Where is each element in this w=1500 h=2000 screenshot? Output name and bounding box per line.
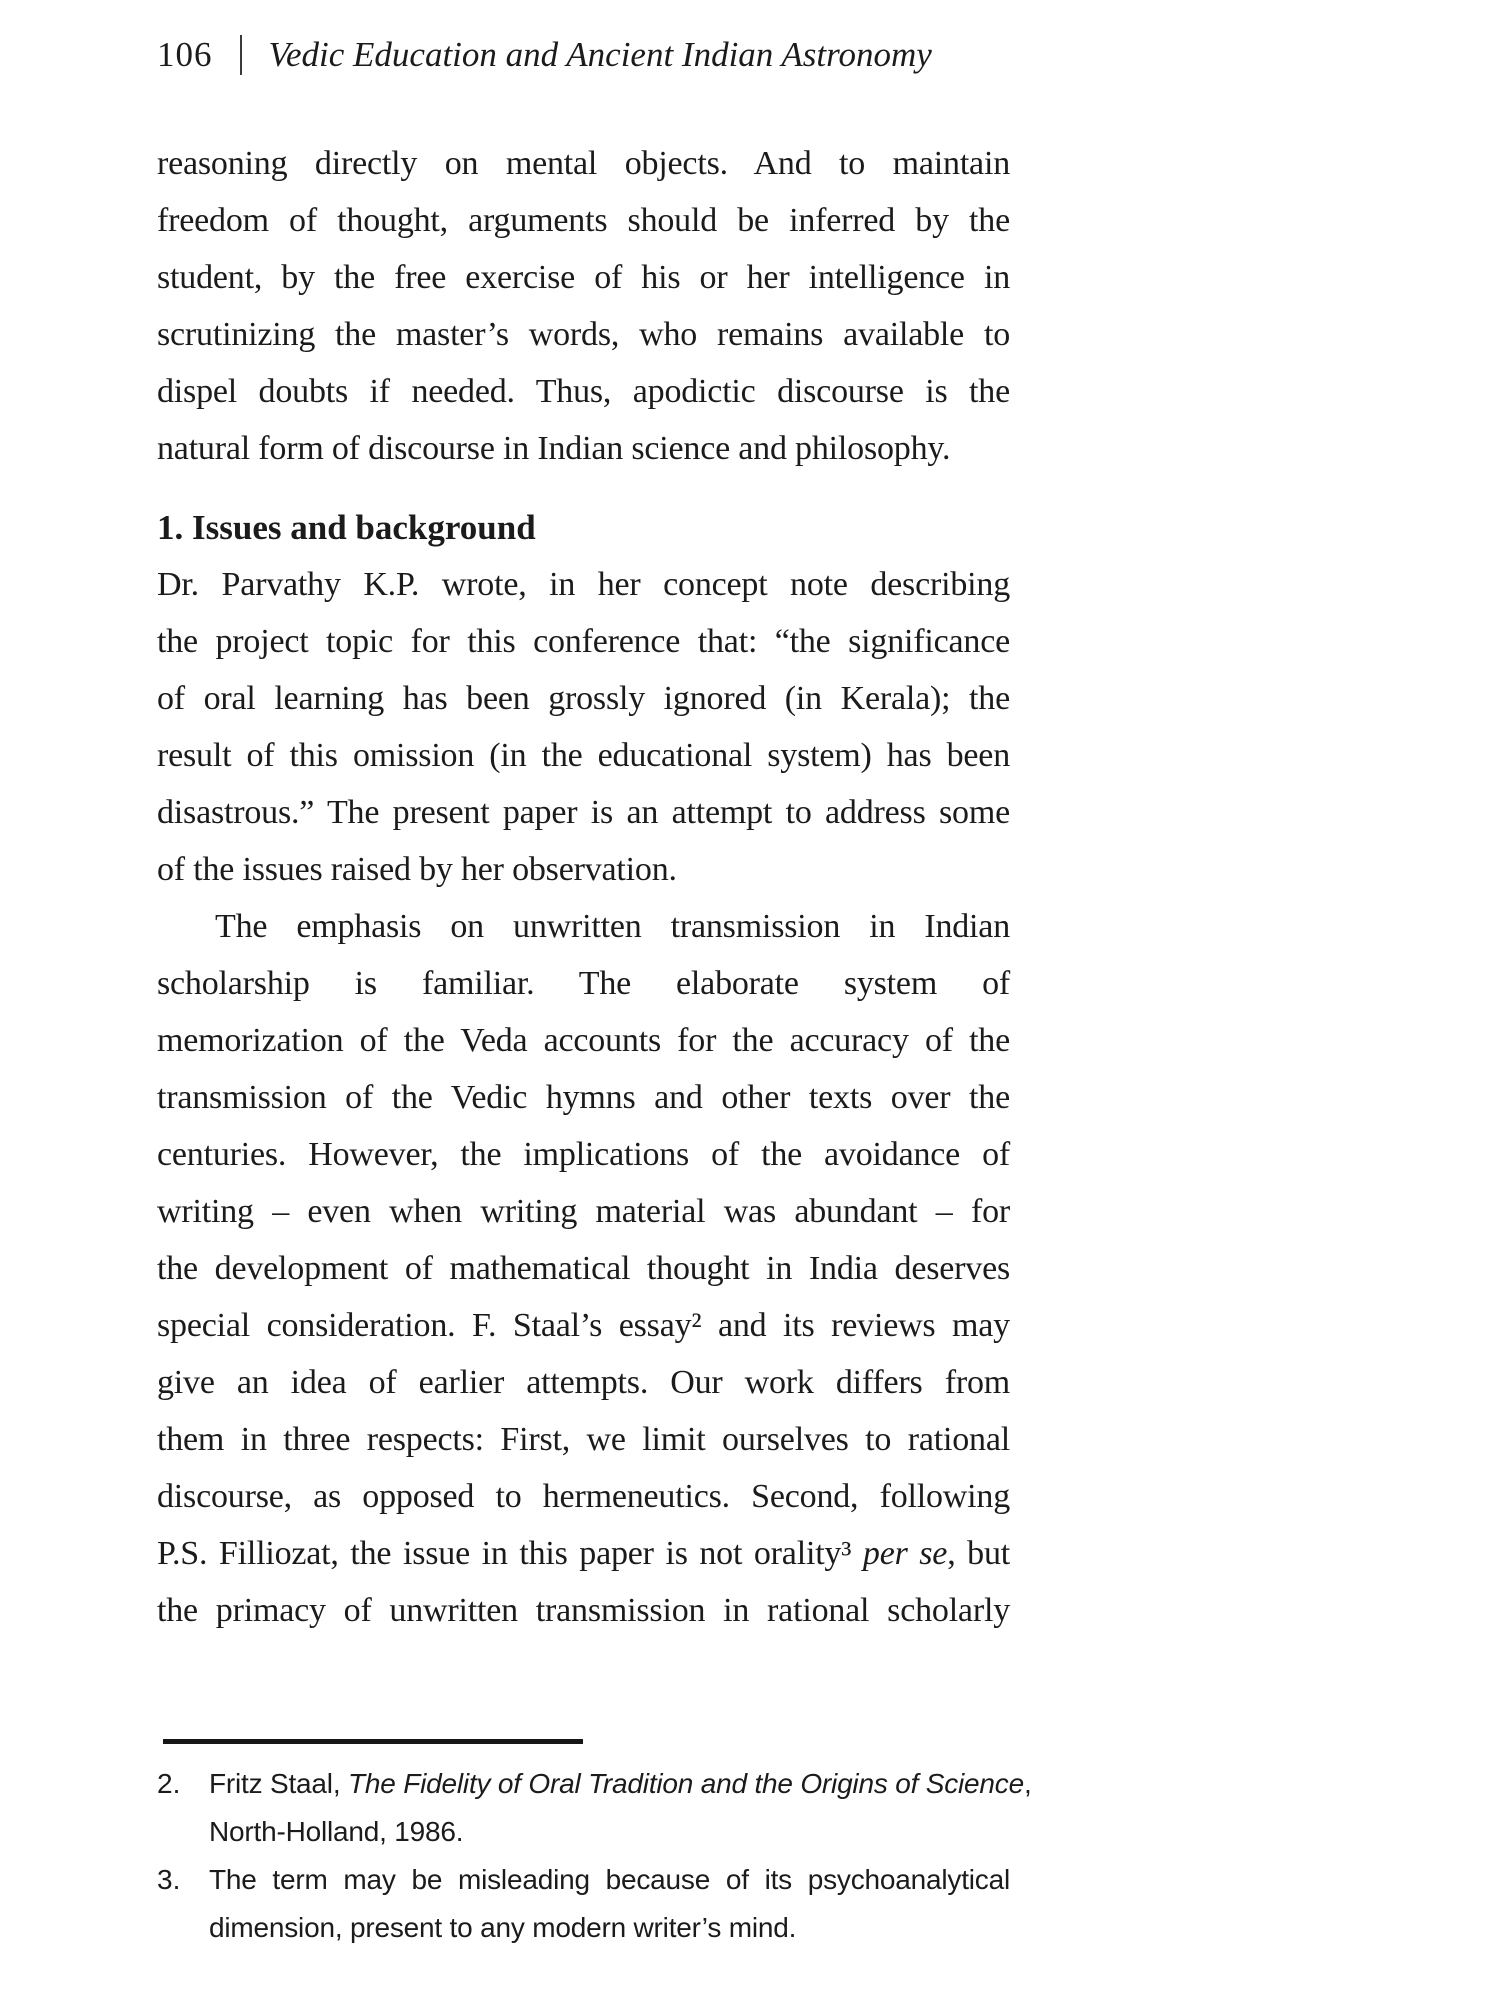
- text-line: result of this omission (in the educational system) has been: [157, 737, 1010, 774]
- text-line: the development of mathematical thought in India deserves: [157, 1250, 1010, 1287]
- text-line: centuries. However, the implications of the avoidance of: [157, 1136, 1010, 1173]
- footnote-text: [209, 1856, 1010, 1952]
- footnote-line: The term may be misleading because of its psychoanalytical: [209, 1864, 1010, 1895]
- text-line: reasoning directly on mental objects. And to maintain: [157, 145, 1010, 182]
- text-line: of the issues raised by her observation.: [157, 851, 677, 888]
- text-line: freedom of thought, arguments should be inferred by the: [157, 202, 1010, 239]
- text-line: transmission of the Vedic hymns and other texts over the: [157, 1079, 1010, 1116]
- text-line: of oral learning has been grossly ignored (in Kerala); the: [157, 680, 1010, 717]
- page-header: [157, 26, 1010, 83]
- section-heading: 1. Issues and background: [157, 508, 536, 547]
- page-number: 106: [157, 35, 213, 74]
- text-line: Dr. Parvathy K.P. wrote, in her concept note describing: [157, 566, 1010, 603]
- text-line: writing – even when writing material was abundant – for: [157, 1193, 1010, 1230]
- footnote-number: 3.: [157, 1864, 181, 1895]
- text-line: natural form of discourse in Indian science and philosophy.: [157, 430, 951, 467]
- footnote-line: dimension, present to any modern writer’s mind.: [209, 1912, 797, 1943]
- footnotes: [157, 1760, 1032, 1952]
- text-line: special consideration. F. Staal’s essay² and its reviews may: [157, 1307, 1010, 1344]
- text-line: give an idea of earlier attempts. Our work differs from: [157, 1364, 1010, 1401]
- footnote: [157, 1760, 1032, 1856]
- text-line: P.S. Filliozat, the issue in this paper is not orality³ per se, but: [157, 1535, 1011, 1572]
- footnote-text: [209, 1760, 1032, 1856]
- body-text: [157, 135, 1010, 1639]
- text-line: student, by the free exercise of his or her intelligence in: [157, 259, 1010, 296]
- footnote-line: North-Holland, 1986.: [209, 1816, 464, 1847]
- footnote-number: 2.: [157, 1768, 181, 1799]
- paragraph: [157, 556, 1010, 898]
- text-line: dispel doubts if needed. Thus, apodictic discourse is the: [157, 373, 1010, 410]
- paragraph: [157, 135, 1010, 477]
- text-line: scholarship is familiar. The elaborate system of: [157, 965, 1010, 1002]
- text-line: them in three respects: First, we limit ourselves to rational: [157, 1421, 1010, 1458]
- footnote-line: Fritz Staal, The Fidelity of Oral Tradition and the Origins of Science,: [209, 1768, 1032, 1799]
- paragraph: [157, 898, 1010, 1639]
- text-line: The emphasis on unwritten transmission in Indian: [215, 908, 1010, 945]
- text-line: disastrous.” The present paper is an attempt to address some: [157, 794, 1010, 831]
- text-line: discourse, as opposed to hermeneutics. Second, following: [157, 1478, 1010, 1515]
- text-line: scrutinizing the master’s words, who remains available to: [157, 316, 1010, 353]
- text-line: the primacy of unwritten transmission in rational scholarly: [157, 1592, 1010, 1629]
- text-line: the project topic for this conference that: “the significance: [157, 623, 1010, 660]
- footnote: [157, 1856, 1010, 1952]
- running-title: Vedic Education and Ancient Indian Astronomy: [268, 35, 932, 74]
- text-line: memorization of the Veda accounts for the accuracy of the: [157, 1022, 1010, 1059]
- header-separator: [240, 35, 242, 75]
- footnote-rule: [163, 1739, 583, 1744]
